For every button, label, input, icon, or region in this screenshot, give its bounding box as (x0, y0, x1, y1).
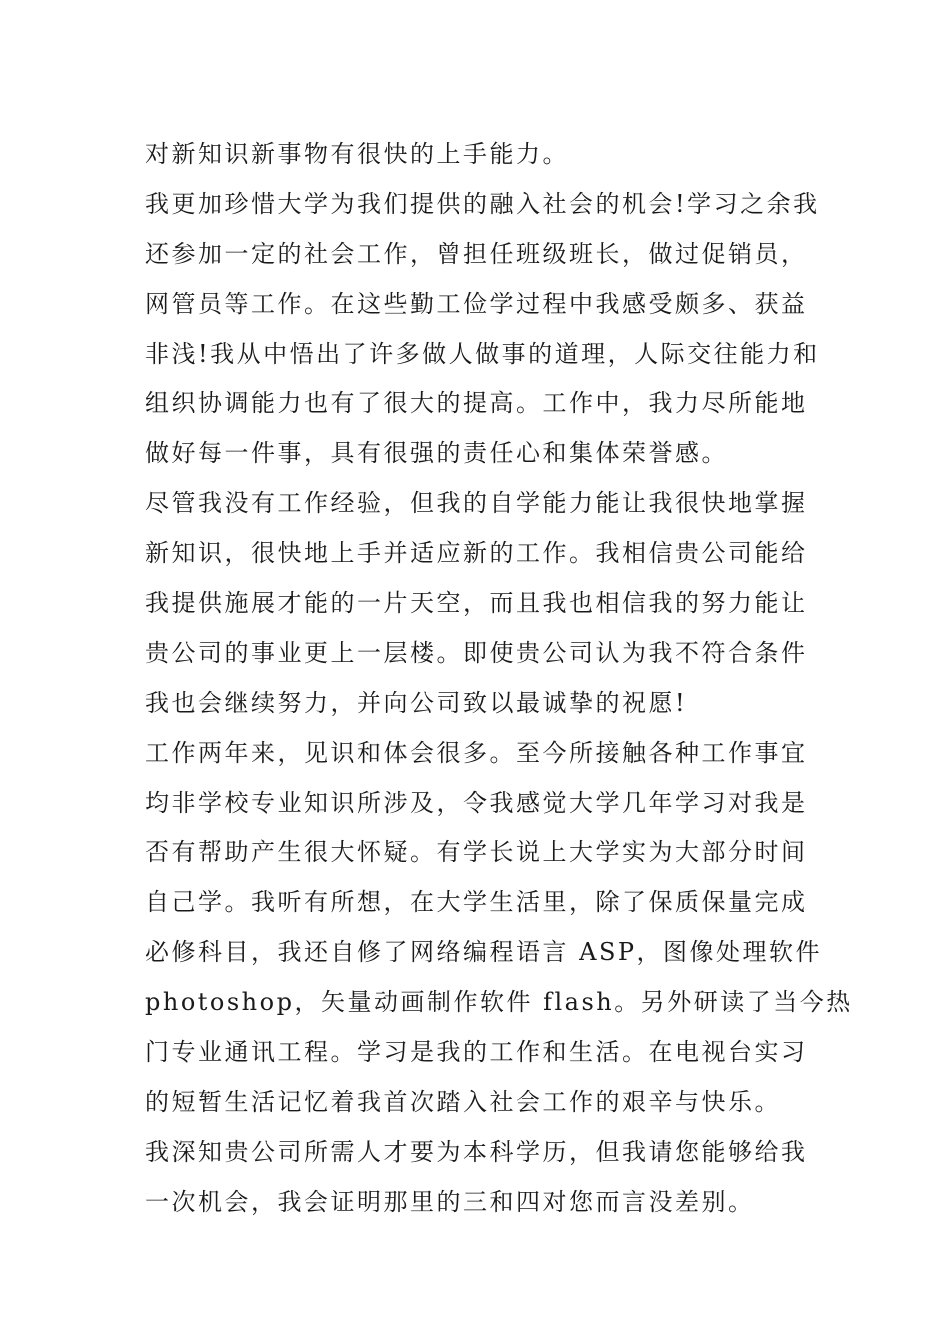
text-line: 我提供施展才能的一片天空，而且我也相信我的努力能让 (145, 589, 808, 618)
text-line: 贵公司的事业更上一层楼。即使贵公司认为我不符合条件 (145, 638, 808, 667)
text-line: 非浅!我从中悟出了许多做人做事的道理，人际交往能力和 (145, 339, 820, 368)
text-line: 我更加珍惜大学为我们提供的融入社会的机会!学习之余我 (145, 189, 820, 218)
text-line: 一次机会，我会证明那里的三和四对您而言没差别。 (145, 1187, 755, 1216)
text-line: photoshop，矢量动画制作软件 flash。另外研读了当今热 (145, 988, 853, 1017)
text-line: 对新知识新事物有很快的上手能力。 (145, 140, 569, 168)
text-line: 门专业通讯工程。学习是我的工作和生活。在电视台实习 (145, 1038, 808, 1067)
text-line: 网管员等工作。在这些勤工俭学过程中我感受颇多、获益 (145, 289, 808, 318)
text-line: 尽管我没有工作经验，但我的自学能力能让我很快地掌握 (145, 489, 808, 518)
text-line: 组织协调能力也有了很大的提高。工作中，我力尽所能地 (145, 389, 808, 418)
text-line: 还参加一定的社会工作，曾担任班级班长，做过促销员， (145, 239, 808, 268)
text-line: 的短暂生活记忆着我首次踏入社会工作的艰辛与快乐。 (145, 1087, 781, 1116)
text-line: 做好每一件事，具有很强的责任心和集体荣誉感。 (145, 439, 728, 468)
text-line: 我也会继续努力，并向公司致以最诚挚的祝愿! (145, 688, 688, 717)
text-line: 我深知贵公司所需人才要为本科学历，但我请您能够给我 (145, 1137, 808, 1166)
document-body (145, 130, 853, 1228)
text-line: 新知识，很快地上手并适应新的工作。我相信贵公司能给 (145, 539, 808, 568)
text-line: 自己学。我听有所想，在大学生活里，除了保质保量完成 (145, 888, 808, 917)
text-line: 必修科目，我还自修了网络编程语言 ASP，图像处理软件 (145, 938, 823, 967)
text-line: 均非学校专业知识所涉及，令我感觉大学几年学习对我是 (145, 788, 808, 817)
text-line: 工作两年来，见识和体会很多。至今所接触各种工作事宜 (145, 738, 808, 767)
text-line: 否有帮助产生很大怀疑。有学长说上大学实为大部分时间 (145, 838, 808, 867)
